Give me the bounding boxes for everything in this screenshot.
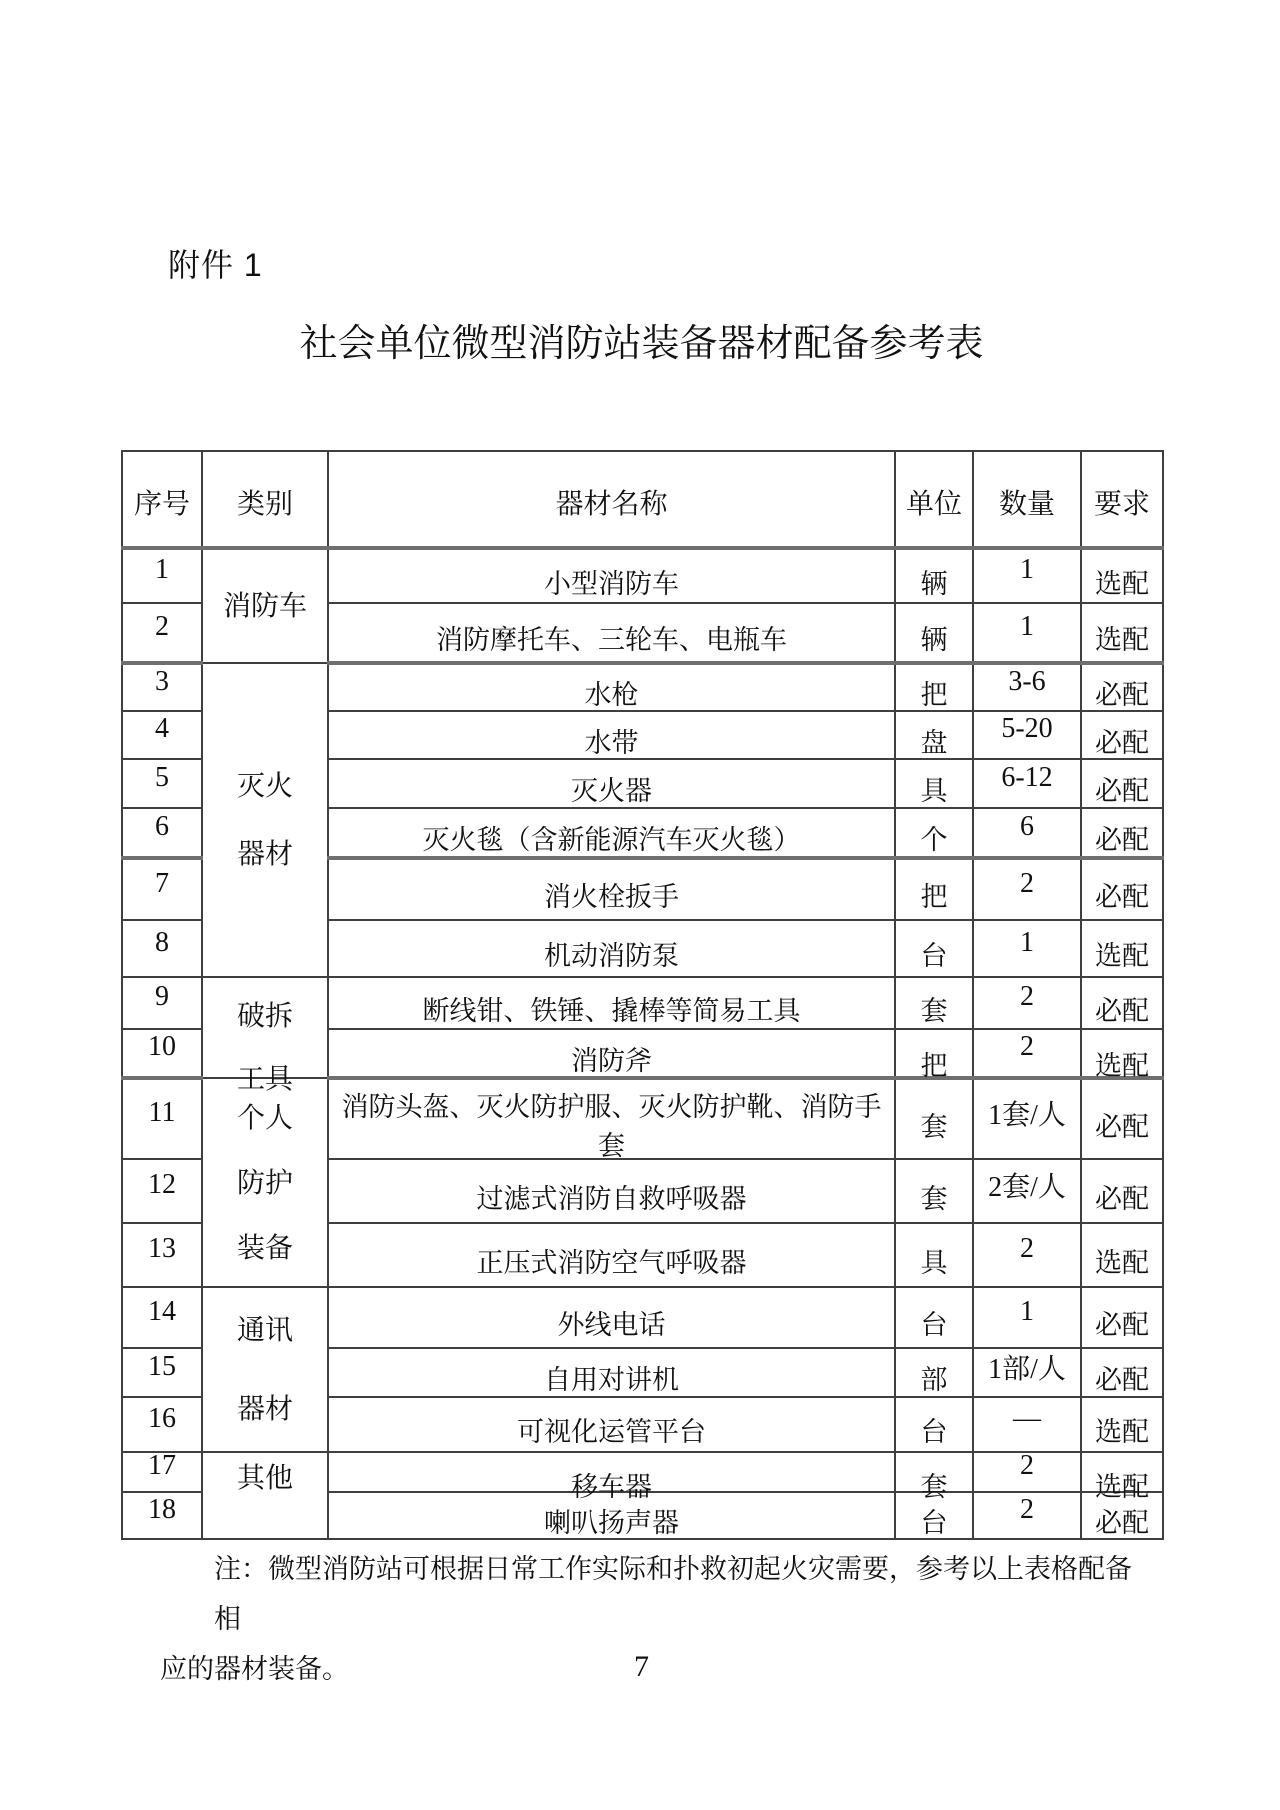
equipment-name-cell (328, 1452, 895, 1502)
unit-cell (895, 759, 973, 808)
category-label: 装备 (236, 1231, 293, 1263)
equipment-name: 消防摩托车、三轮车、电瓶车 (436, 625, 787, 655)
quantity-cell (973, 977, 1081, 1029)
equipment-name-cell (328, 1223, 895, 1287)
requirement-cell (1081, 977, 1163, 1029)
unit-cell (895, 548, 973, 603)
unit-cell (895, 1029, 973, 1081)
note-line-2: 应的器材装备。 (160, 1654, 349, 1684)
equipment-name-cell (328, 663, 895, 711)
row-number: 12 (148, 1169, 176, 1200)
row-number: 3 (155, 665, 169, 697)
quantity-value: 2 (1020, 1031, 1034, 1062)
unit-value: 套 (920, 1183, 948, 1214)
unit-cell (895, 1078, 973, 1159)
row-number-cell (122, 977, 202, 1029)
unit-cell (895, 711, 973, 759)
column-header-category (202, 451, 328, 548)
attachment-label: 附件 1 (168, 247, 263, 283)
unit-value: 套 (920, 1471, 948, 1502)
unit-cell (895, 858, 973, 920)
column-header-unit (895, 451, 973, 548)
row-number: 5 (155, 761, 169, 793)
equipment-name: 消防头盔、灭火防护服、灭火防护靴、消防手套 (341, 1092, 882, 1161)
requirement-cell (1081, 1287, 1163, 1348)
unit-cell (895, 977, 973, 1029)
unit-value: 辆 (920, 625, 948, 655)
unit-value: 台 (920, 1310, 948, 1340)
unit-cell (895, 1452, 973, 1502)
equipment-name-cell (328, 920, 895, 977)
row-number-cell (122, 1397, 202, 1452)
row-number-cell (122, 663, 202, 711)
unit-value: 套 (920, 1111, 948, 1142)
column-header-requirement-label: 要求 (1093, 488, 1150, 519)
quantity-value: 2 (1020, 1493, 1034, 1525)
quantity-value: 2 (1020, 867, 1034, 899)
column-header-name (328, 451, 895, 548)
row-number-cell (122, 1223, 202, 1287)
quantity-value: 6-12 (1001, 761, 1053, 793)
equipment-name-cell (328, 977, 895, 1029)
requirement-cell (1081, 1348, 1163, 1397)
row-number: 18 (148, 1493, 176, 1525)
category-label: 通讯 (236, 1314, 293, 1345)
requirement-cell (1081, 920, 1163, 977)
quantity-cell (973, 1287, 1081, 1348)
quantity-cell (973, 759, 1081, 808)
unit-value: 具 (920, 776, 948, 806)
equipment-name: 水带 (584, 727, 639, 758)
requirement-cell (1081, 711, 1163, 759)
requirement-value: 选配 (1095, 1247, 1149, 1278)
equipment-name: 灭火毯（含新能源汽车灭火毯） (422, 825, 801, 855)
column-header-unit-label: 单位 (905, 488, 962, 519)
equipment-name-cell (328, 808, 895, 858)
quantity-cell (973, 1492, 1081, 1539)
column-header-name-label: 器材名称 (555, 488, 668, 519)
requirement-value: 必配 (1095, 1310, 1149, 1340)
equipment-name: 外线电话 (557, 1310, 666, 1340)
row-number-cell (122, 1492, 202, 1539)
requirement-value: 必配 (1095, 1508, 1149, 1538)
category-cell-forcible-entry-tools (202, 977, 328, 1094)
equipment-name-cell (328, 603, 895, 663)
equipment-table (121, 450, 1164, 1540)
unit-cell (895, 603, 973, 663)
row-number: 7 (155, 867, 169, 899)
row-number: 4 (155, 713, 169, 744)
quantity-value: 6 (1020, 810, 1034, 842)
equipment-name-cell (328, 1078, 895, 1159)
unit-value: 个 (920, 825, 948, 855)
note-line-1: 注：微型消防站可根据日常工作实际和扑救初起火灾需要，参考以上表格配备相 (214, 1554, 1132, 1634)
column-header-no-label: 序号 (133, 488, 190, 519)
equipment-name: 可视化运管平台 (517, 1417, 706, 1447)
row-number-cell (122, 1348, 202, 1397)
unit-cell (895, 1223, 973, 1287)
row-number-cell (122, 1029, 202, 1078)
equipment-name-cell (328, 711, 895, 759)
quantity-cell (973, 920, 1081, 977)
category-label: 器材 (236, 838, 293, 869)
row-number: 14 (148, 1295, 176, 1327)
requirement-cell (1081, 1452, 1163, 1502)
quantity-value: — (1013, 1402, 1041, 1434)
quantity-cell (973, 1397, 1081, 1452)
unit-value: 台 (920, 1417, 948, 1447)
equipment-name: 自用对讲机 (544, 1365, 679, 1395)
quantity-value: 1套/人 (988, 1100, 1066, 1131)
column-header-requirement (1081, 451, 1163, 548)
unit-value: 台 (920, 941, 948, 971)
column-header-quantity-label: 数量 (998, 488, 1055, 519)
equipment-name-cell (328, 1029, 895, 1078)
row-number-cell (122, 858, 202, 920)
quantity-cell (973, 548, 1081, 603)
category-label: 破拆 (236, 1000, 293, 1031)
requirement-value: 必配 (1095, 1183, 1149, 1214)
category-cell-fire-truck (202, 548, 328, 663)
equipment-name-cell (328, 1159, 895, 1223)
equipment-name: 小型消防车 (544, 568, 679, 599)
row-number: 17 (148, 1450, 176, 1481)
quantity-cell (973, 808, 1081, 858)
quantity-value: 3-6 (1008, 665, 1046, 697)
quantity-value: 2 (1020, 981, 1034, 1012)
requirement-value: 选配 (1095, 568, 1149, 599)
quantity-value: 1 (1020, 926, 1034, 958)
requirement-cell (1081, 808, 1163, 858)
requirement-value: 必配 (1095, 882, 1149, 912)
quantity-value: 1 (1020, 554, 1034, 585)
category-cell-extinguishing-equipment (202, 663, 328, 977)
equipment-name: 移车器 (571, 1471, 652, 1502)
quantity-value: 1 (1020, 610, 1034, 642)
requirement-cell (1081, 1029, 1163, 1081)
row-number: 13 (148, 1233, 176, 1264)
unit-value: 具 (920, 1247, 948, 1278)
page-number: 7 (634, 1650, 649, 1683)
unit-value: 把 (920, 882, 948, 912)
unit-value: 辆 (920, 568, 948, 599)
row-number-cell (122, 603, 202, 663)
equipment-name: 机动消防泵 (544, 941, 679, 971)
category-label: 工具 (236, 1063, 293, 1094)
row-number: 2 (155, 610, 169, 642)
category-label: 消防车 (222, 590, 307, 621)
column-header-category-label: 类别 (236, 488, 293, 519)
quantity-cell (973, 1452, 1081, 1492)
unit-value: 把 (920, 1050, 948, 1081)
quantity-cell (973, 858, 1081, 920)
equipment-name-cell (328, 858, 895, 920)
quantity-cell (973, 603, 1081, 663)
category-label: 防护 (236, 1166, 293, 1198)
document-title: 社会单位微型消防站装备器材配备参考表 (299, 323, 984, 365)
row-number-cell (122, 1078, 202, 1159)
equipment-name-cell (328, 1348, 895, 1397)
requirement-value: 必配 (1095, 776, 1149, 806)
requirement-value: 选配 (1095, 625, 1149, 655)
equipment-name: 正压式消防空气呼吸器 (476, 1247, 747, 1278)
row-number: 1 (155, 554, 169, 585)
quantity-cell (973, 1348, 1081, 1397)
unit-value: 部 (920, 1365, 948, 1395)
quantity-cell (973, 1078, 1081, 1159)
row-number: 9 (155, 981, 169, 1012)
equipment-name: 消防斧 (571, 1045, 652, 1076)
quantity-cell (973, 711, 1081, 759)
unit-value: 把 (920, 680, 948, 710)
quantity-value: 2 (1020, 1233, 1034, 1264)
row-number-cell (122, 711, 202, 759)
unit-cell (895, 920, 973, 977)
equipment-name: 喇叭扬声器 (544, 1508, 679, 1538)
row-number-cell (122, 548, 202, 603)
requirement-cell (1081, 1223, 1163, 1287)
quantity-cell (973, 663, 1081, 711)
row-number: 11 (148, 1097, 176, 1128)
equipment-name-cell (328, 1287, 895, 1348)
unit-cell (895, 808, 973, 858)
row-number-cell (122, 1159, 202, 1223)
requirement-cell (1081, 603, 1163, 663)
row-number: 15 (148, 1350, 176, 1382)
table-row (122, 663, 1163, 711)
category-label: 灭火 (236, 770, 293, 801)
unit-value: 盘 (920, 727, 948, 758)
category-label: 其他 (236, 1461, 293, 1493)
requirement-cell (1081, 1159, 1163, 1223)
requirement-value: 必配 (1095, 825, 1149, 855)
table-row (122, 977, 1163, 1029)
row-number: 10 (148, 1031, 176, 1062)
requirement-cell (1081, 1078, 1163, 1159)
unit-value: 台 (920, 1508, 948, 1538)
unit-cell (895, 1159, 973, 1223)
quantity-cell (973, 1029, 1081, 1078)
equipment-name-cell (328, 548, 895, 603)
row-number-cell (122, 808, 202, 858)
table-header-row (122, 451, 1163, 548)
table-row (122, 548, 1163, 603)
column-header-quantity (973, 451, 1081, 548)
equipment-name: 水枪 (584, 680, 639, 710)
unit-cell (895, 1397, 973, 1452)
quantity-value: 2套/人 (988, 1172, 1066, 1203)
equipment-name: 灭火器 (571, 776, 652, 806)
requirement-cell (1081, 759, 1163, 808)
unit-value: 套 (920, 995, 948, 1026)
table-row (122, 1287, 1163, 1348)
requirement-value: 必配 (1095, 995, 1149, 1026)
unit-cell (895, 1287, 973, 1348)
quantity-value: 5-20 (1001, 713, 1053, 744)
row-number-cell (122, 1452, 202, 1492)
category-label: 个人 (236, 1101, 293, 1133)
quantity-value: 1 (1020, 1295, 1034, 1327)
equipment-name: 过滤式消防自救呼吸器 (476, 1183, 747, 1214)
category-cell-personal-protective-gear (202, 1078, 328, 1287)
category-cell-other (202, 1452, 328, 1539)
requirement-value: 必配 (1095, 1365, 1149, 1395)
equipment-name: 断线钳、铁锤、撬棒等简易工具 (422, 995, 801, 1026)
category-label: 器材 (236, 1393, 293, 1424)
requirement-value: 选配 (1095, 1050, 1149, 1081)
requirement-value: 必配 (1095, 727, 1149, 758)
requirement-cell (1081, 663, 1163, 711)
table-row (122, 1078, 1163, 1159)
equipment-name: 消火栓扳手 (544, 882, 679, 912)
requirement-cell (1081, 858, 1163, 920)
row-number-cell (122, 1287, 202, 1348)
row-number-cell (122, 920, 202, 977)
column-header-no (122, 451, 202, 548)
unit-cell (895, 1348, 973, 1397)
requirement-value: 必配 (1095, 1111, 1149, 1142)
quantity-cell (973, 1223, 1081, 1287)
table-row (122, 1452, 1163, 1492)
equipment-name-cell (328, 1397, 895, 1452)
requirement-value: 必配 (1095, 680, 1149, 710)
row-number: 8 (155, 926, 169, 958)
requirement-value: 选配 (1095, 1471, 1149, 1502)
requirement-value: 选配 (1095, 1417, 1149, 1447)
equipment-name-cell (328, 759, 895, 808)
quantity-value: 2 (1020, 1450, 1034, 1481)
row-number-cell (122, 759, 202, 808)
category-cell-communication-equipment (202, 1287, 328, 1452)
row-number: 16 (148, 1402, 176, 1434)
quantity-value: 1部/人 (988, 1353, 1066, 1385)
quantity-cell (973, 1159, 1081, 1223)
requirement-cell (1081, 548, 1163, 603)
requirement-cell (1081, 1397, 1163, 1452)
unit-cell (895, 663, 973, 711)
row-number: 6 (155, 810, 169, 842)
requirement-value: 选配 (1095, 941, 1149, 971)
